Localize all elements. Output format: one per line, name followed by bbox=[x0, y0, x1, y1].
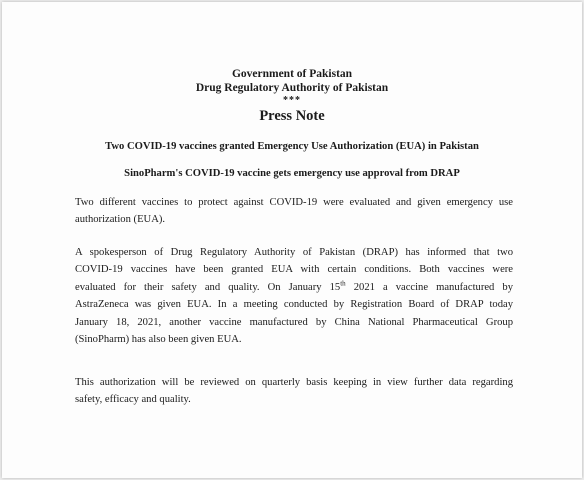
paragraph-review-line-2: safety, efficacy and quality. bbox=[75, 394, 191, 406]
paragraph-details-line-2: COVID-19 vaccines have been granted EUA with certain conditions. Both vaccines were bbox=[75, 264, 513, 276]
paragraph-intro-line-1: Two different vaccines to protect against COVID-19 were evaluated and given emergency use bbox=[75, 197, 513, 208]
paragraph-intro bbox=[75, 194, 513, 229]
paragraph-details-line-6: (SinoPharm) has also been given EUA. bbox=[75, 334, 242, 346]
headline-primary: Two COVID-19 vaccines granted Emergency Use Authorization (EUA) in Pakistan bbox=[105, 141, 479, 152]
headline-secondary: SinoPharm's COVID-19 vaccine gets emergency use approval from DRAP bbox=[124, 168, 460, 179]
press-note-page bbox=[2, 2, 582, 478]
paragraph-details-line-4: AstraZeneca was given EUA. In a meeting conducted by Registration Board of DRAP today bbox=[75, 299, 513, 311]
paragraph-intro-line-2: authorization (EUA). bbox=[75, 214, 166, 226]
paragraph-review-line-1: This authorization will be reviewed on quarterly basis keeping in view further data regarding bbox=[75, 377, 513, 388]
org-line-government: Government of Pakistan bbox=[231, 68, 353, 80]
paragraph-details bbox=[75, 244, 513, 348]
paragraph-details-line-3 bbox=[75, 279, 513, 296]
page-title: Press Note bbox=[259, 108, 325, 124]
header-separator: *** bbox=[283, 95, 301, 106]
paragraph-details-line-5: January 18, 2021, another vaccine manufactured by China National Pharmaceutical Group bbox=[75, 316, 513, 328]
line-3-end: 2021 a vaccine manufactured by bbox=[345, 281, 513, 293]
line-3-start: evaluated for their safety and quality. On January 15 bbox=[75, 281, 341, 293]
org-line-drap: Drug Regulatory Authority of Pakistan bbox=[195, 82, 389, 94]
ordinal-suffix: th bbox=[340, 279, 346, 288]
paragraph-details-line-1: A spokesperson of Drug Regulatory Authority of Pakistan (DRAP) has informed that two bbox=[75, 247, 513, 258]
paragraph-review bbox=[75, 374, 513, 409]
